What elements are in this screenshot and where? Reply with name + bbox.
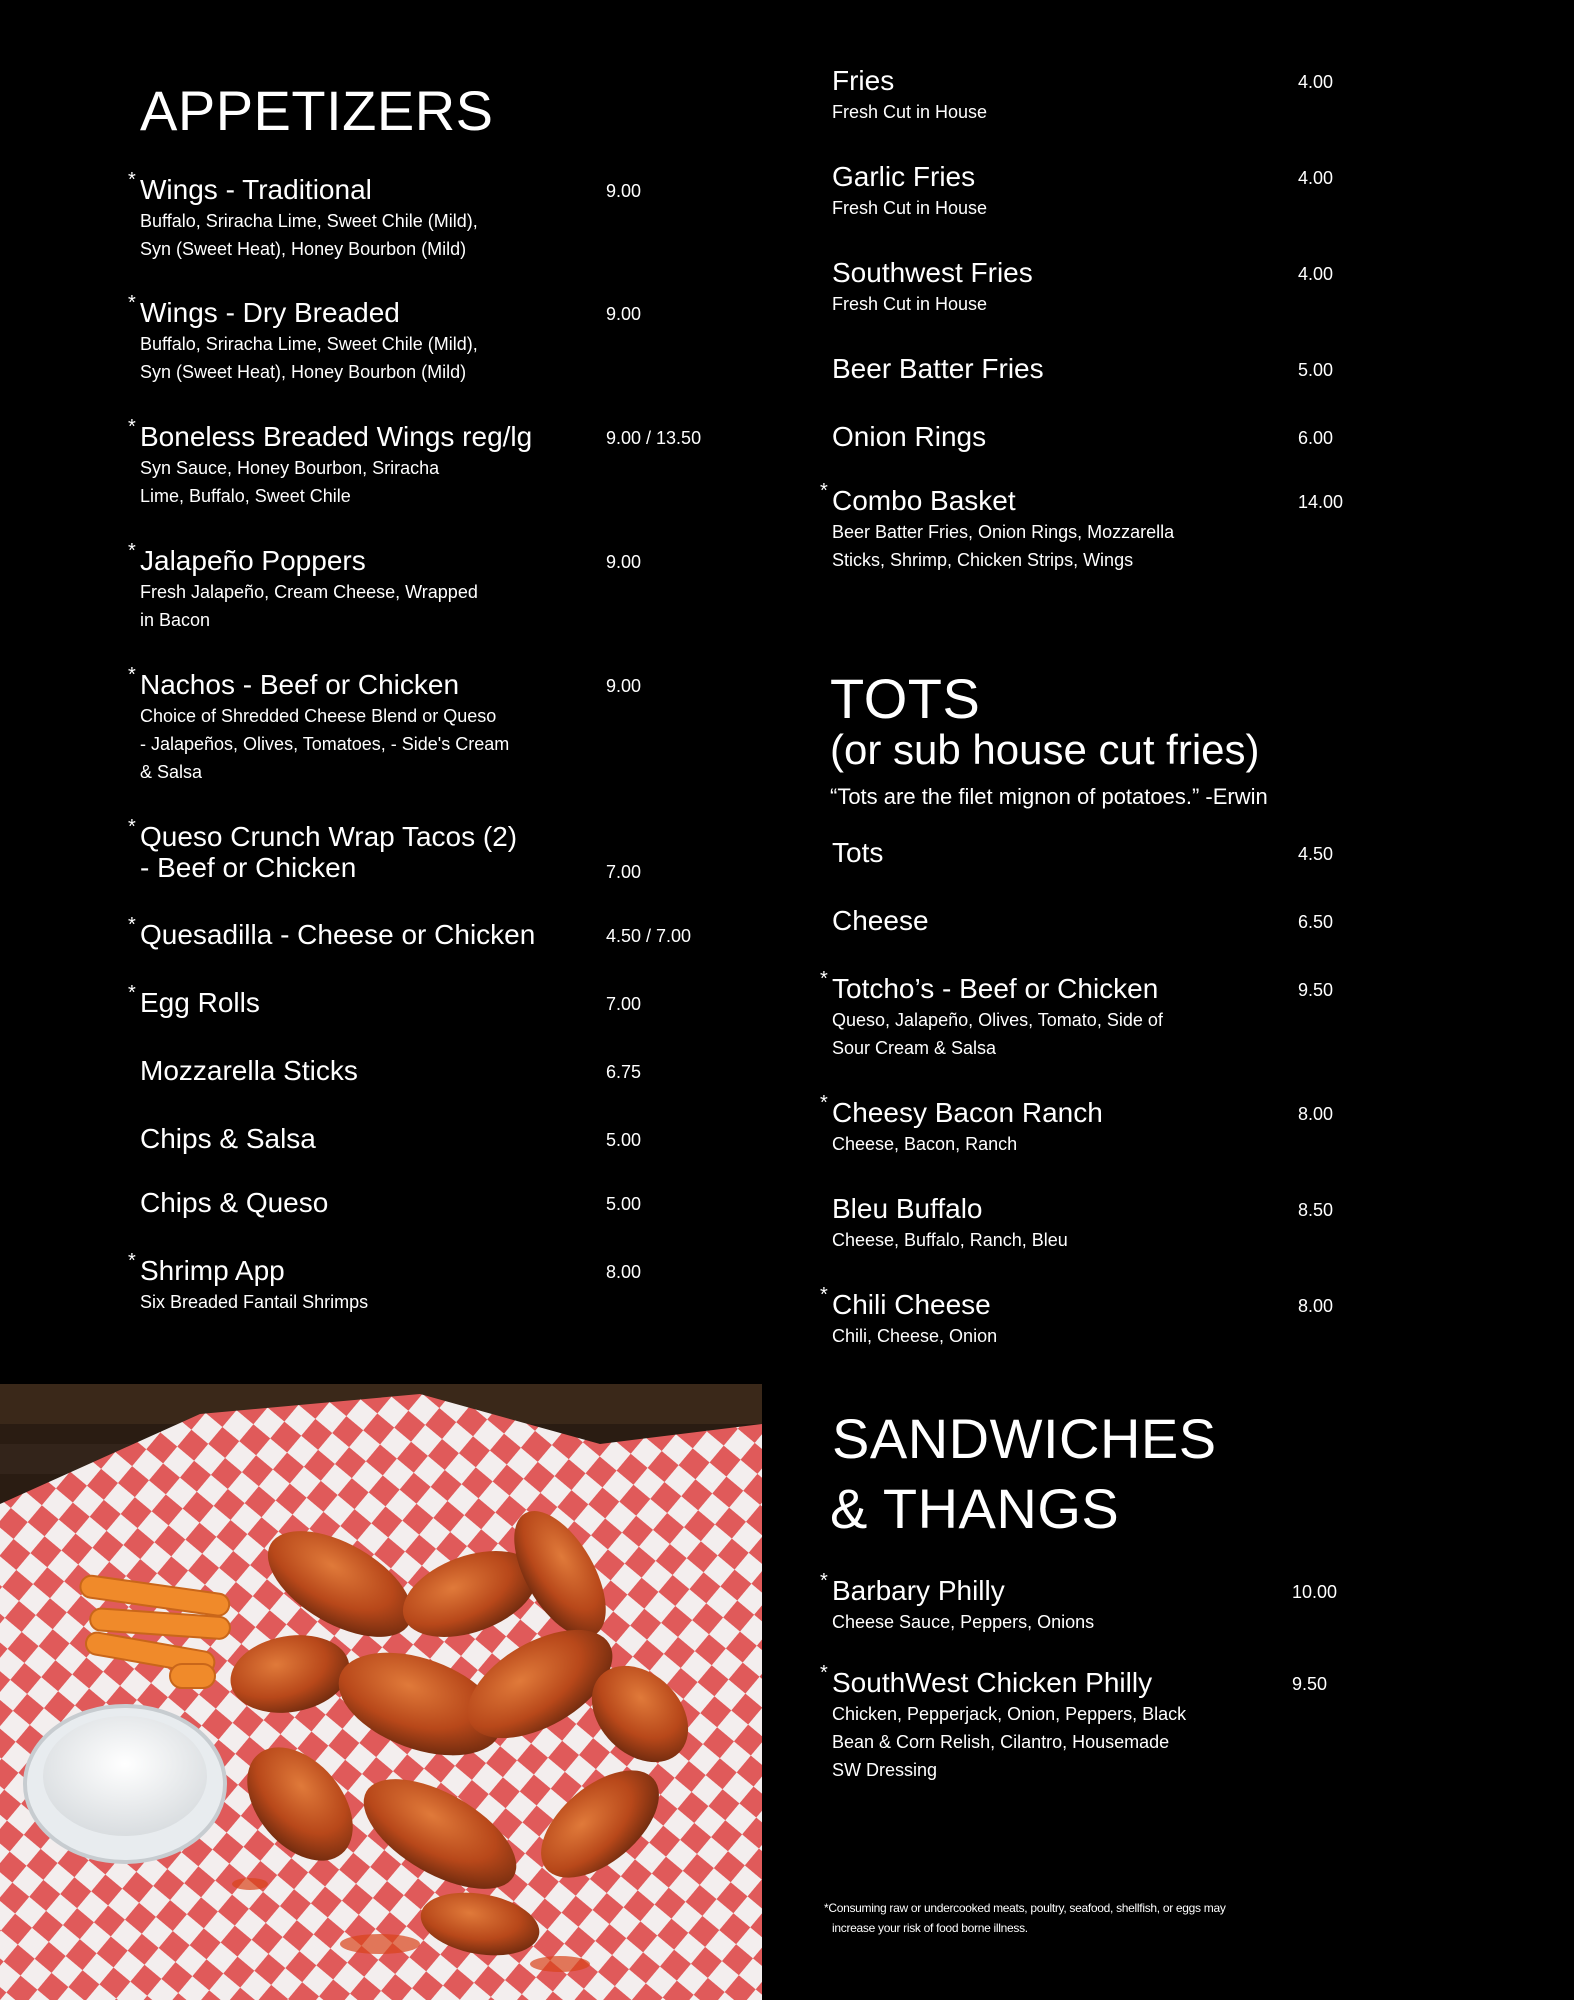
item-price: 6.50 — [1298, 912, 1334, 932]
tots-quote: “Tots are the filet mignon of potatoes.” -Erwin — [830, 784, 1268, 809]
item-description: Fresh Cut in House — [832, 102, 988, 122]
sandwiches-heading-line1: SANDWICHES — [832, 1407, 1217, 1470]
asterisk-marker: * — [128, 416, 136, 438]
asterisk-marker: * — [128, 982, 136, 1004]
item-price: 8.00 — [1298, 1296, 1334, 1316]
item-price: 6.75 — [606, 1062, 642, 1082]
menu-item — [140, 1122, 316, 1156]
item-price: 4.00 — [1298, 72, 1334, 92]
item-description: Chili, Cheese, Onion — [832, 1326, 998, 1346]
item-name: Tots — [832, 837, 884, 868]
tots-heading: TOTS — [830, 667, 981, 730]
item-price: 8.00 — [606, 1262, 642, 1282]
menu-item — [832, 1192, 1068, 1254]
asterisk-marker: * — [128, 664, 136, 686]
asterisk-marker: * — [820, 1284, 828, 1306]
item-name-line2: - Beef or Chicken — [140, 852, 357, 883]
item-price: 4.50 — [1298, 844, 1334, 864]
item-price: 6.00 — [1298, 428, 1334, 448]
item-price: 7.00 — [606, 862, 642, 882]
tots-subheading: (or sub house cut fries) — [830, 726, 1260, 773]
item-description: Buffalo, Sriracha Lime, Sweet Chile (Mild), — [140, 211, 478, 231]
menu-item — [820, 1570, 1095, 1636]
item-name: Chips & Queso — [140, 1187, 329, 1218]
item-price: 9.50 — [1292, 1674, 1328, 1694]
appetizers-heading: APPETIZERS — [140, 79, 494, 142]
item-description: Chicken, Pepperjack, Onion, Peppers, Black — [832, 1704, 1187, 1724]
item-price: 5.00 — [606, 1130, 642, 1150]
item-description: in Bacon — [140, 610, 211, 630]
item-price: 9.00 — [606, 676, 642, 696]
item-description: Sticks, Shrimp, Chicken Strips, Wings — [832, 550, 1134, 570]
item-name: Cheese — [832, 905, 929, 936]
item-price: 9.50 — [1298, 980, 1334, 1000]
asterisk-marker: * — [128, 292, 136, 314]
menu-item — [128, 914, 536, 952]
item-price: 4.00 — [1298, 264, 1334, 284]
item-description: Queso, Jalapeño, Olives, Tomato, Side of — [832, 1010, 1163, 1030]
item-price: 8.50 — [1298, 1200, 1334, 1220]
wings-basket-image — [0, 1384, 762, 2000]
item-description: Syn Sauce, Honey Bourbon, Sriracha — [140, 458, 440, 478]
menu-item — [832, 836, 883, 870]
item-name: Beer Batter Fries — [832, 353, 1044, 384]
item-price: 10.00 — [1292, 1582, 1338, 1602]
item-name: Fries — [832, 65, 895, 96]
item-name: Garlic Fries — [832, 161, 976, 192]
item-price: 9.00 / 13.50 — [606, 428, 702, 448]
item-name: Nachos - Beef or Chicken — [140, 669, 460, 700]
item-name: Cheesy Bacon Ranch — [832, 1097, 1103, 1128]
item-description: Syn (Sweet Heat), Honey Bourbon (Mild) — [140, 362, 467, 382]
item-name: Jalapeño Poppers — [140, 545, 366, 576]
menu-item — [820, 968, 1163, 1062]
item-description: & Salsa — [140, 762, 203, 782]
item-name: Boneless Breaded Wings reg/lg — [140, 421, 533, 452]
item-description: Beer Batter Fries, Onion Rings, Mozzarella — [832, 522, 1175, 542]
menu-item — [832, 904, 929, 938]
item-description: Syn (Sweet Heat), Honey Bourbon (Mild) — [140, 239, 467, 259]
item-price: 8.00 — [1298, 1104, 1334, 1124]
menu-item — [832, 420, 986, 454]
asterisk-marker: * — [128, 816, 136, 838]
asterisk-marker: * — [820, 1092, 828, 1114]
menu-item — [832, 256, 1033, 318]
item-description: Choice of Shredded Cheese Blend or Queso — [140, 706, 497, 726]
menu-item — [820, 1284, 998, 1350]
item-price: 4.50 / 7.00 — [606, 926, 692, 946]
item-description: Cheese Sauce, Peppers, Onions — [832, 1612, 1095, 1632]
item-description: SW Dressing — [832, 1760, 938, 1780]
menu-item — [832, 352, 1044, 386]
item-price: 9.00 — [606, 304, 642, 324]
item-name: Combo Basket — [832, 485, 1016, 516]
menu-item — [832, 160, 987, 222]
asterisk-marker: * — [820, 480, 828, 502]
item-description: Fresh Cut in House — [832, 294, 988, 314]
item-price: 5.00 — [1298, 360, 1334, 380]
item-price: 4.00 — [1298, 168, 1334, 188]
menu-item — [128, 416, 533, 510]
menu-item — [128, 664, 510, 786]
menu-item — [140, 1054, 358, 1088]
item-description: Fresh Jalapeño, Cream Cheese, Wrapped — [140, 582, 478, 602]
item-name: Bleu Buffalo — [832, 1193, 983, 1224]
asterisk-marker: * — [820, 1662, 828, 1684]
item-name: Chips & Salsa — [140, 1123, 316, 1154]
item-description: Fresh Cut in House — [832, 198, 988, 218]
menu-item — [832, 64, 987, 126]
item-description: Six Breaded Fantail Shrimps — [140, 1292, 369, 1312]
item-name: Southwest Fries — [832, 257, 1033, 288]
menu-item — [128, 169, 478, 263]
footnote-line1: *Consuming raw or undercooked meats, poultry, seafood, shellfish, or eggs may — [824, 1901, 1226, 1915]
item-description: Cheese, Buffalo, Ranch, Bleu — [832, 1230, 1068, 1250]
item-description: Buffalo, Sriracha Lime, Sweet Chile (Mild), — [140, 334, 478, 354]
menu-item — [128, 292, 478, 386]
item-description: Cheese, Bacon, Ranch — [832, 1134, 1018, 1154]
item-description: Sour Cream & Salsa — [832, 1038, 997, 1058]
asterisk-marker: * — [128, 914, 136, 936]
item-name: Egg Rolls — [140, 987, 260, 1018]
item-name: SouthWest Chicken Philly — [832, 1667, 1153, 1698]
menu-item — [128, 982, 260, 1020]
item-name: Wings - Traditional — [140, 174, 372, 205]
item-name: Barbary Philly — [832, 1575, 1005, 1606]
menu-item — [128, 1250, 369, 1316]
item-price: 14.00 — [1298, 492, 1344, 512]
item-name: Onion Rings — [832, 421, 987, 452]
item-description: Bean & Corn Relish, Cilantro, Housemade — [832, 1732, 1170, 1752]
asterisk-marker: * — [128, 1250, 136, 1272]
wings-basket-photo — [0, 1384, 762, 2000]
item-price: 9.00 — [606, 181, 642, 201]
menu-item — [820, 480, 1175, 574]
asterisk-marker: * — [820, 1570, 828, 1592]
asterisk-marker: * — [128, 169, 136, 191]
item-description: Lime, Buffalo, Sweet Chile — [140, 486, 351, 506]
menu-item — [820, 1092, 1103, 1158]
item-name: Shrimp App — [140, 1255, 285, 1286]
item-name: Queso Crunch Wrap Tacos (2) — [140, 821, 518, 852]
item-price: 9.00 — [606, 552, 642, 572]
sandwiches-heading-line2: & THANGS — [830, 1477, 1120, 1540]
asterisk-marker: * — [820, 968, 828, 990]
footnote-line2: increase your risk of food borne illness. — [832, 1921, 1028, 1935]
item-name: Chili Cheese — [832, 1289, 991, 1320]
menu-item — [140, 1186, 328, 1220]
menu-item — [128, 540, 478, 634]
item-price: 7.00 — [606, 994, 642, 1014]
asterisk-marker: * — [128, 540, 136, 562]
menu-item — [128, 816, 518, 885]
item-name: Totcho’s - Beef or Chicken — [832, 973, 1159, 1004]
item-name: Wings - Dry Breaded — [140, 297, 400, 328]
item-price: 5.00 — [606, 1194, 642, 1214]
item-name: Mozzarella Sticks — [140, 1055, 358, 1086]
item-name: Quesadilla - Cheese or Chicken — [140, 919, 536, 950]
menu-item — [820, 1662, 1187, 1784]
item-description: - Jalapeños, Olives, Tomatoes, - Side's Cream — [140, 734, 510, 754]
